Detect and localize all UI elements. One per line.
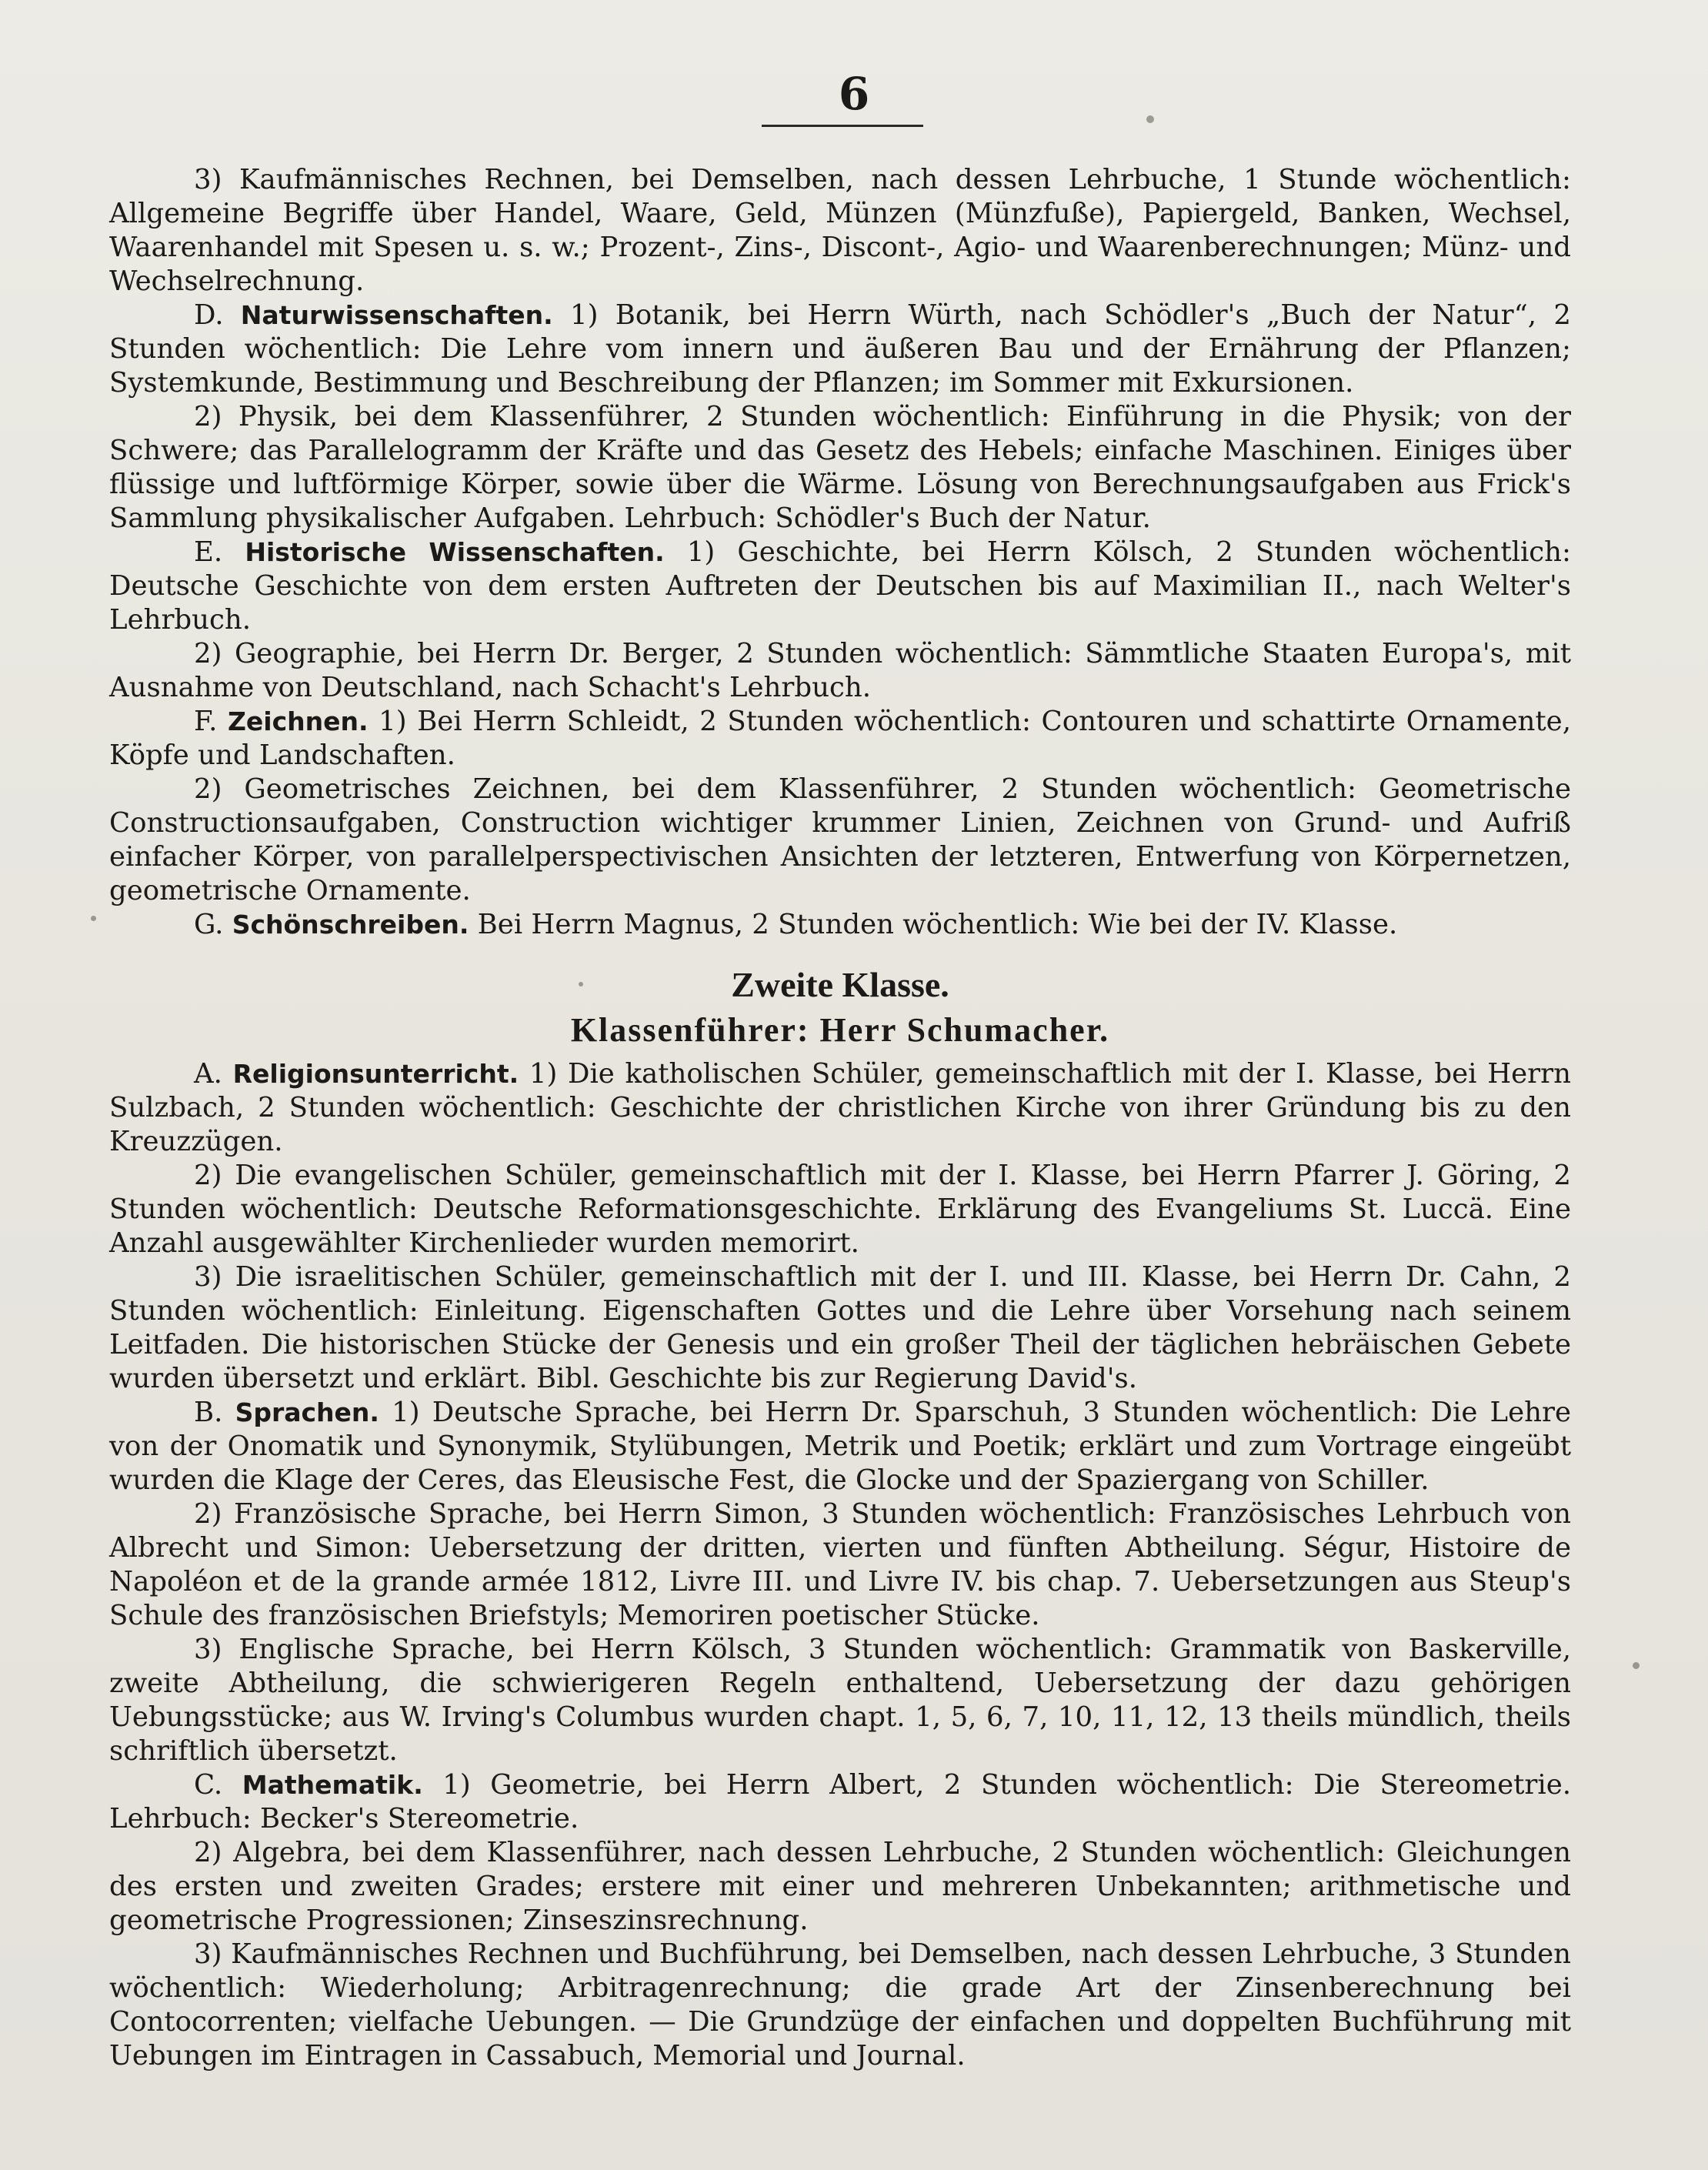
section-heading: Historische Wissenschaften. xyxy=(245,537,665,567)
page-number: 6 xyxy=(838,68,870,120)
section-heading: Schönschreiben. xyxy=(232,910,469,940)
section-text: 1) Geometrie, bei Herrn Albert, 2 Stunden wöchentlich: Die Stereometrie. Lehrbuch: Becker's Stereometrie. xyxy=(109,1769,1571,1834)
paper-speck xyxy=(91,916,96,921)
section-c-mathematik xyxy=(109,1768,1571,1836)
section-text: 1) Botanik, bei Herrn Würth, nach Schödler's „Buch der Natur“, 2 Stunden wöchentlich: Die Lehre vom innern und äußeren Bau und der Ernährung der Pflanzen; Systemkunde, Bestimmung und Beschreibung der Pflanzen; im Sommer mit Exkursionen. xyxy=(109,299,1571,399)
section-text: Bei Herrn Magnus, 2 Stunden wöchentlich: Wie bei der IV. Klasse. xyxy=(477,909,1398,940)
section-text: 1) Die katholischen Schüler, gemeinschaftlich mit der I. Klasse, bei Herrn Sulzbach, 2 Stunden wöchentlich: Geschichte der christlichen Kirche von ihrer Gründung bis zu den Kreuzzügen. xyxy=(109,1058,1571,1157)
class-title: Zweite Klasse. xyxy=(731,965,949,1004)
paragraph-kaufmaennisches-rechnen: 3) Kaufmännisches Rechnen, bei Demselben, nach dessen Lehrbuche, 1 Stunde wöchentlich: Allgemeine Begriffe über Handel, Waare, Geld, Münzen (Münzfuße), Papiergeld, Banken, Wechsel, Waarenhandel mit Spesen u. s. w.; Prozent-, Zins-, Discont-, Agio- und Waarenberechnungen; Münz- und Wechselrechnung. xyxy=(109,164,1571,297)
paragraph-geometrisches-zeichnen: 2) Geometrisches Zeichnen, bei dem Klassenführer, 2 Stunden wöchentlich: Geometrische Constructionsaufgaben, Construction wichtiger krummer Linien, Zeichnen von Grund- und Aufriß einfacher Körper, von parallelperspectivischen Ansichten der letzteren, Entwerfung von Körpernetzen, geometrische Ornamente. xyxy=(109,773,1571,906)
section-d-naturwissenschaften xyxy=(109,299,1571,400)
section-text: 1) Deutsche Sprache, bei Herrn Dr. Sparschuh, 3 Stunden wöchentlich: Die Lehre von der Onomatik und Synonymik, Stylübungen, Metrik und Poetik; erklärt und zum Vortrage eingeübt wurden die Klage der Ceres, das Eleusische Fest, die Glocke und der Spaziergang von Schiller. xyxy=(109,1397,1571,1496)
section-label: C. xyxy=(194,1769,223,1801)
section-heading: Sprachen. xyxy=(235,1397,379,1427)
section-b-sprachen xyxy=(109,1396,1571,1497)
section-label: F. xyxy=(194,706,218,737)
section-f-zeichnen xyxy=(109,705,1571,773)
paragraph-geographie: 2) Geographie, bei Herrn Dr. Berger, 2 Stunden wöchentlich: Sämmtliche Staaten Europa's, mit Ausnahme von Deutschland, nach Schacht's Lehrbuch. xyxy=(109,638,1571,703)
section-label: E. xyxy=(194,536,223,568)
section-g-schoenschreiben xyxy=(109,908,1571,942)
section-a-religionsunterricht xyxy=(109,1057,1571,1159)
section-label: G. xyxy=(194,909,224,940)
paragraph-israelitische-schueler: 3) Die israelitischen Schüler, gemeinschaftlich mit der I. und III. Klasse, bei Herrn Dr. Cahn, 2 Stunden wöchentlich: Einleitung. Eigenschaften Gottes und die Lehre über Vorsehung nach seinem Leitfaden. Die historischen Stücke der Genesis und ein großer Theil der täglichen hebräischen Gebete wurden übersetzt und erklärt. Bibl. Geschichte bis zur Regierung David's. xyxy=(109,1261,1571,1394)
section-text: 1) Geschichte, bei Herrn Kölsch, 2 Stunden wöchentlich: Deutsche Geschichte von dem ersten Auftreten der Deutschen bis auf Maximilian II., nach Welter's Lehrbuch. xyxy=(109,536,1571,636)
section-text: 1) Bei Herrn Schleidt, 2 Stunden wöchentlich: Contouren und schattirte Ornamente, Köpfe und Landschaften. xyxy=(109,706,1571,771)
paragraph-physik: 2) Physik, bei dem Klassenführer, 2 Stunden wöchentlich: Einführung in die Physik; von der Schwere; das Parallelogramm der Kräfte und das Gesetz des Hebels; einfache Maschinen. Einiges über flüssige und luftförmige Körper, sowie über die Wärme. Lösung von Berechnungsaufgaben aus Frick's Sammlung physikalischer Aufgaben. Lehrbuch: Schödler's Buch der Natur. xyxy=(109,401,1571,534)
paper-speck xyxy=(1633,1662,1640,1669)
document-body xyxy=(109,163,1571,2073)
section-heading: Religionsunterricht. xyxy=(232,1059,519,1089)
section-label: B. xyxy=(194,1397,223,1428)
paragraph-franzoesische-sprache: 2) Französische Sprache, bei Herrn Simon, 3 Stunden wöchentlich: Französisches Lehrbuch von Albrecht und Simon: Uebersetzung der dritten, vierten und fünften Abtheilung. Ségur, Histoire de Napoléon et de la grande armée 1812, Livre III. und Livre IV. bis chap. 7. Uebersetzungen aus Steup's Schule des französischen Briefstyls; Memoriren poetischer Stücke. xyxy=(109,1498,1571,1631)
section-heading: Mathematik. xyxy=(242,1770,423,1800)
paragraph-englische-sprache: 3) Englische Sprache, bei Herrn Kölsch, 3 Stunden wöchentlich: Grammatik von Baskerville, zweite Abtheilung, die schwierigeren Regeln enthaltend, Uebersetzung der dazu gehörigen Uebungsstücke; aus W. Irving's Columbus wurden chapt. 1, 5, 6, 7, 10, 11, 12, 13 theils mündlich, theils schriftlich übersetzt. xyxy=(109,1634,1571,1767)
class-leader: Klassenführer: Herr Schumacher. xyxy=(570,1011,1110,1049)
section-label: D. xyxy=(194,299,224,331)
section-e-historische-wissenschaften xyxy=(109,536,1571,637)
section-label: A. xyxy=(194,1058,222,1090)
paragraph-algebra: 2) Algebra, bei dem Klassenführer, nach dessen Lehrbuche, 2 Stunden wöchentlich: Gleichungen des ersten und zweiten Grades; erstere mit einer und mehreren Unbekannten; arithmetische und geometrische Progressionen; Zinseszinsrechnung. xyxy=(109,1837,1571,1936)
section-heading: Naturwissenschaften. xyxy=(240,300,553,330)
section-heading: Zeichnen. xyxy=(227,706,369,736)
paragraph-kaufmaennisches-rechnen-buchfuehrung: 3) Kaufmännisches Rechnen und Buchführung, bei Demselben, nach dessen Lehrbuche, 3 Stunden wöchentlich: Wiederholung; Arbitragenrechnung; die grade Art der Zinsenberechnung bei Contocorrenten; vielfache Uebungen. — Die Grundzüge der einfachen und doppelten Buchführung mit Uebungen im Eintragen in Cassabuch, Memorial und Journal. xyxy=(109,1938,1571,2072)
paragraph-evangelische-schueler: 2) Die evangelischen Schüler, gemeinschaftlich mit der I. Klasse, bei Herrn Pfarrer J. Göring, 2 Stunden wöchentlich: Deutsche Reformationsgeschichte. Erklärung des Evangeliums St. Luccä. Eine Anzahl ausgewählter Kirchenlieder wurden memorirt. xyxy=(109,1160,1571,1259)
paper-speck xyxy=(579,982,583,987)
paper-speck xyxy=(1146,115,1154,123)
page-number-rule xyxy=(762,125,923,127)
